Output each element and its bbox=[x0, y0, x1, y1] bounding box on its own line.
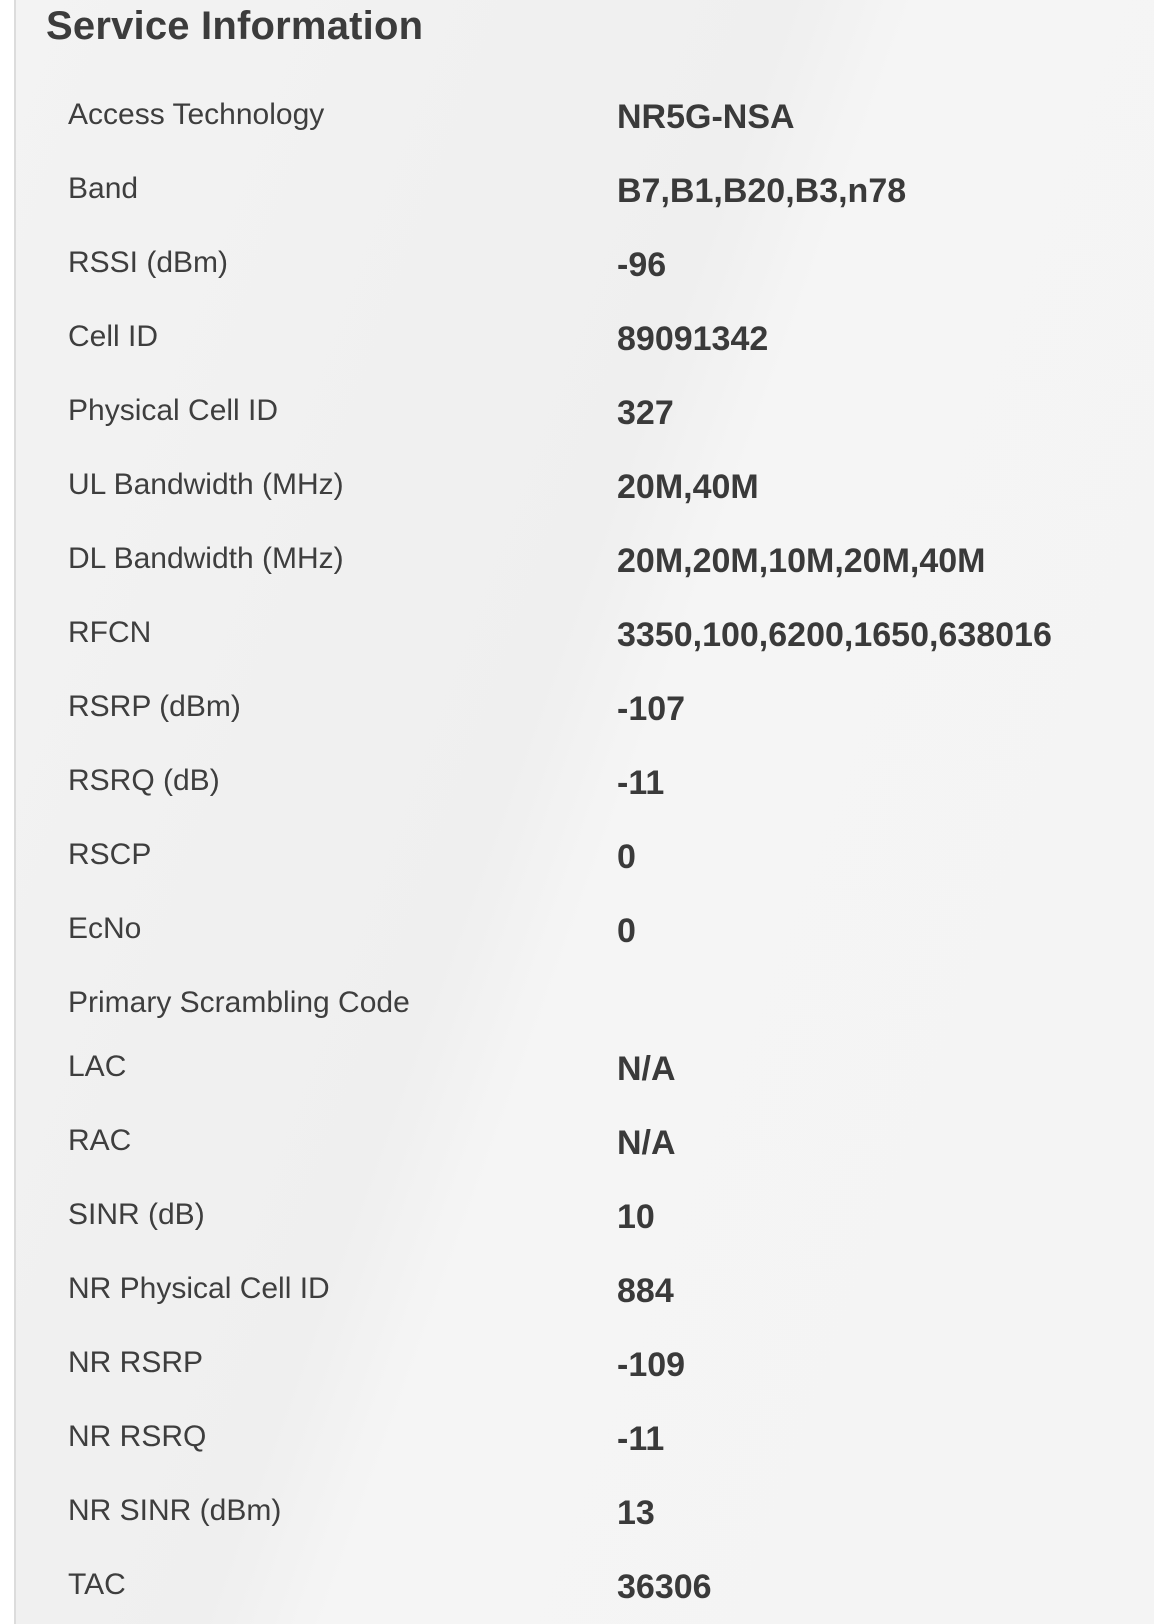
info-label: UL Bandwidth (MHz) bbox=[68, 468, 344, 501]
info-row bbox=[16, 302, 1154, 376]
info-value: N/A bbox=[617, 1050, 676, 1088]
info-row bbox=[16, 1254, 1154, 1328]
info-label: RSRP (dBm) bbox=[68, 690, 241, 723]
info-label: NR RSRP bbox=[68, 1346, 204, 1379]
info-value: 0 bbox=[617, 912, 636, 950]
section-title: Service Information bbox=[46, 4, 424, 48]
info-label: Cell ID bbox=[68, 320, 159, 353]
info-row bbox=[16, 228, 1154, 302]
info-label: Physical Cell ID bbox=[68, 394, 279, 427]
info-row bbox=[16, 894, 1154, 968]
info-row bbox=[16, 1032, 1154, 1106]
info-label: EcNo bbox=[68, 912, 142, 945]
info-value: NR5G-NSA bbox=[617, 98, 795, 136]
info-label: RSSI (dBm) bbox=[68, 246, 229, 279]
info-row bbox=[16, 450, 1154, 524]
info-value: 327 bbox=[617, 394, 674, 432]
info-label: NR SINR (dBm) bbox=[68, 1494, 282, 1527]
info-label: NR RSRQ bbox=[68, 1420, 207, 1453]
info-value: 884 bbox=[617, 1272, 674, 1310]
info-row bbox=[16, 1402, 1154, 1476]
info-value: 20M,20M,10M,20M,40M bbox=[617, 542, 986, 580]
info-label: Access Technology bbox=[68, 98, 325, 131]
info-label: SINR (dB) bbox=[68, 1198, 205, 1231]
info-row bbox=[16, 672, 1154, 746]
info-label: DL Bandwidth (MHz) bbox=[68, 542, 344, 575]
info-label: RSCP bbox=[68, 838, 152, 871]
info-row bbox=[16, 1550, 1154, 1624]
info-value: B7,B1,B20,B3,n78 bbox=[617, 172, 907, 210]
info-row bbox=[16, 746, 1154, 820]
info-row bbox=[16, 80, 1154, 154]
info-label: LAC bbox=[68, 1050, 127, 1083]
info-row bbox=[16, 820, 1154, 894]
info-label: RFCN bbox=[68, 616, 152, 649]
info-value: N/A bbox=[617, 1124, 676, 1162]
info-label: RSRQ (dB) bbox=[68, 764, 220, 797]
info-label: Band bbox=[68, 172, 139, 205]
info-row bbox=[16, 524, 1154, 598]
info-row bbox=[16, 1106, 1154, 1180]
info-value: -96 bbox=[617, 246, 667, 284]
info-value: 10 bbox=[617, 1198, 655, 1236]
info-value: 36306 bbox=[617, 1568, 712, 1606]
info-value: 0 bbox=[617, 838, 636, 876]
info-value: -107 bbox=[617, 690, 686, 728]
info-label: NR Physical Cell ID bbox=[68, 1272, 330, 1305]
info-row bbox=[16, 1180, 1154, 1254]
info-row bbox=[16, 968, 1154, 1042]
info-value: -11 bbox=[617, 764, 665, 802]
info-value: 13 bbox=[617, 1494, 655, 1532]
info-label: RAC bbox=[68, 1124, 132, 1157]
info-value: -109 bbox=[617, 1346, 686, 1384]
info-value: 3350,100,6200,1650,638016 bbox=[617, 616, 1052, 654]
info-label: TAC bbox=[68, 1568, 126, 1601]
info-row bbox=[16, 376, 1154, 450]
info-row bbox=[16, 154, 1154, 228]
info-row bbox=[16, 598, 1154, 672]
service-information-panel bbox=[14, 0, 1154, 1624]
info-value: 20M,40M bbox=[617, 468, 759, 506]
info-value: 89091342 bbox=[617, 320, 769, 358]
info-row bbox=[16, 1328, 1154, 1402]
info-row bbox=[16, 1476, 1154, 1550]
info-label: Primary Scrambling Code bbox=[68, 986, 410, 1019]
info-value: -11 bbox=[617, 1420, 665, 1458]
